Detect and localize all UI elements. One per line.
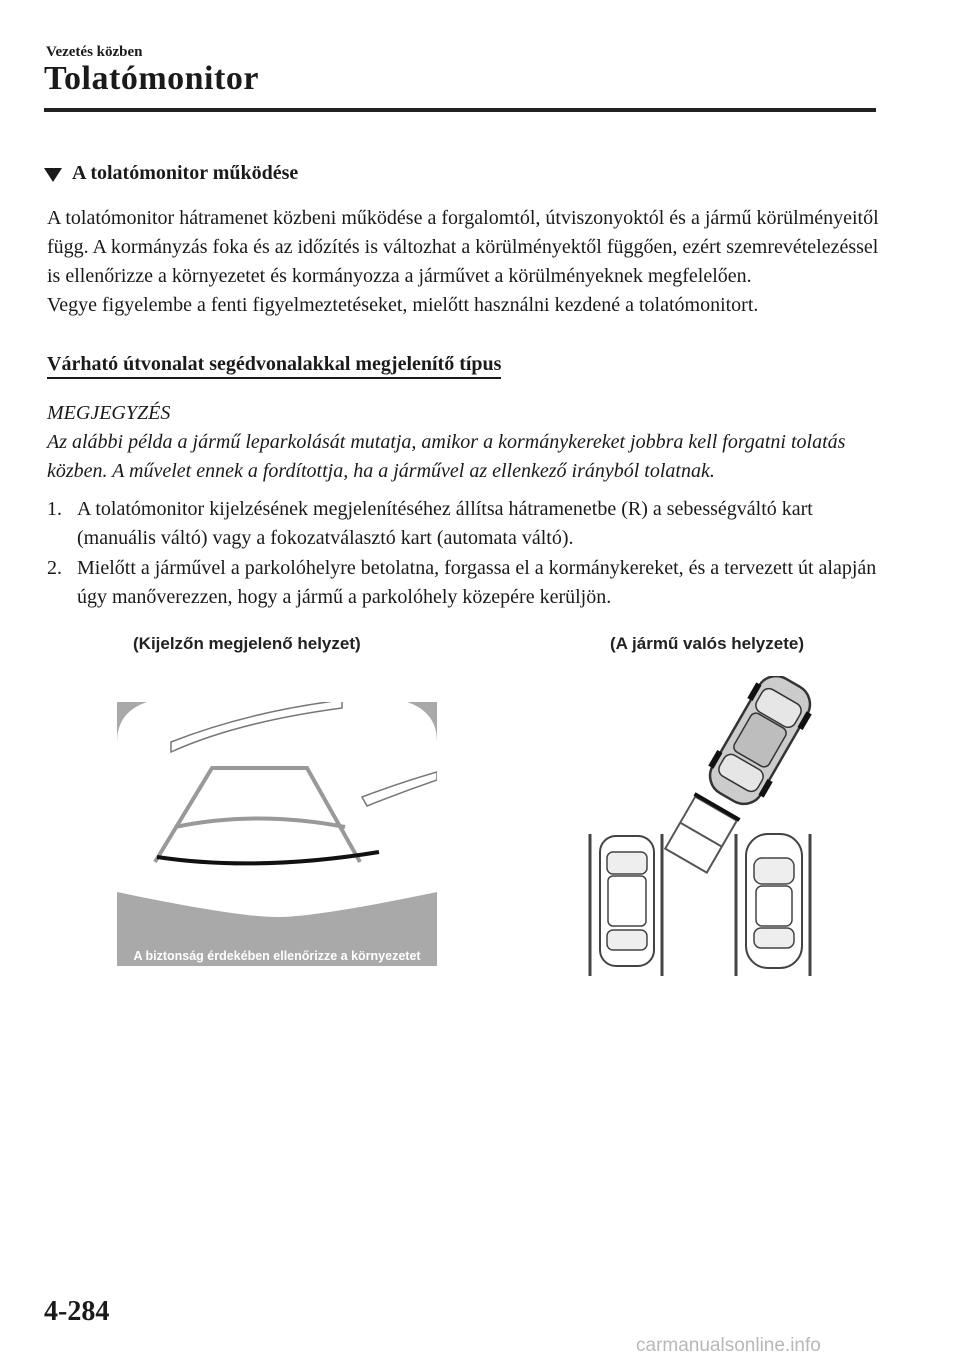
header-divider <box>44 108 876 112</box>
triangle-bullet-icon <box>44 168 62 182</box>
chapter-title: Tolatómonitor <box>44 60 259 97</box>
step-2 <box>47 554 887 612</box>
step-1 <box>47 495 887 553</box>
note-title: MEGJEGYZÉS <box>47 402 171 424</box>
intro-paragraph <box>47 204 887 320</box>
subsection-title: A tolatómonitor működése <box>72 162 299 184</box>
type-heading: Várható útvonalat segédvonalakkal megjelenítő típus <box>47 353 501 379</box>
step-number: 1. <box>47 498 62 520</box>
note-body: Az alábbi példa a jármű leparkolását mutatja, amikor a kormánykereket jobbra kell forgatni tolatás közben. A művelet ennek a fordítottja, ha a járművel az ellenkező irányból tolatnak. <box>47 431 846 482</box>
reversing-car <box>699 676 820 813</box>
section-label: Vezetés közben <box>46 44 143 60</box>
step-text: A tolatómonitor kijelzésének megjelenítéséhez állítsa hátramenetbe (R) a sebességváltó kart (manuális váltó) vagy a fokozatválasztó kart (automata váltó). <box>77 498 813 549</box>
intro-text: A tolatómonitor hátramenet közbeni működése a forgalomtól, útviszonyoktól és a jármű körülményeitől függ. A kormányzás foka és az időzítés is változhat a körülményektől függően, ezért szemrevételezéssel is ellenőrizze a környezetet és kormányozza a járművet a körülményeknek megfelelően. <box>47 207 879 287</box>
subsection-heading <box>44 162 298 185</box>
camera-view-area <box>117 702 437 917</box>
step-number: 2. <box>47 557 62 579</box>
projected-guide <box>663 794 739 874</box>
parked-car-right <box>746 834 802 968</box>
intro-text-2: Vegye figyelembe a fenti figyelmeztetéseket, mielőtt használni kezdené a tolatómonitort. <box>47 294 759 316</box>
watermark: carmanualsonline.info <box>636 1335 821 1356</box>
monitor-display-illustration <box>117 702 437 966</box>
step-text: Mielőtt a járművel a parkolóhelyre betolatna, forgassa el a kormánykereket, és a tervezett út alapján úgy manőverezzen, hogy a jármű a parkolóhely közepére kerüljön. <box>77 557 877 608</box>
caption-monitor: (Kijelzőn megjelenő helyzet) <box>133 634 361 653</box>
parked-car-left <box>600 836 654 966</box>
vehicle-position-illustration <box>570 676 852 976</box>
page-number: 4-284 <box>44 1296 110 1327</box>
caption-actual: (A jármű valós helyzete) <box>610 634 804 653</box>
monitor-warning-text: A biztonság érdekében ellenőrizze a környezetet <box>133 949 421 963</box>
